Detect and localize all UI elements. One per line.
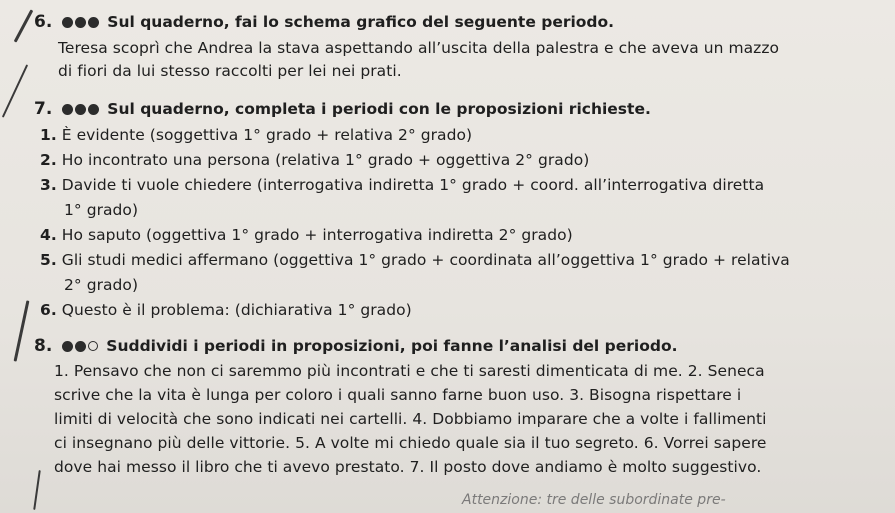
exercise-7-item-3-cont: 1° grado) — [64, 201, 139, 219]
exercise-8-text-line: limiti di velocità che sono indicati nei cartelli. 4. Dobbiamo imparare che a volte i fallimenti — [54, 410, 767, 428]
exercise-number: 7. — [34, 99, 53, 119]
exercise-7-item-4: 4. Ho saputo (oggettiva 1° grado + interrogativa indiretta 2° grado) — [40, 226, 573, 244]
pencil-mark — [33, 470, 41, 510]
pencil-mark — [2, 64, 28, 117]
exercise-8-text-line: ci insegnano più delle vittorie. 5. A volte mi chiedo quale sia il tuo segreto. 6. Vorrei sapere — [54, 434, 767, 452]
exercise-instruction: Suddividi i periodi in proposizioni, poi fanne l’analisi del periodo. — [106, 337, 678, 355]
exercise-7-item-1: 1. È evidente (soggettiva 1° grado + relativa 2° grado) — [40, 126, 473, 144]
exercise-number: 6. — [34, 12, 53, 32]
exercise-7-item-5: 5. Gli studi medici affermano (oggettiva 1° grado + coordinata all’oggettiva 1° grado + relativa — [40, 251, 790, 269]
exercise-6-text-line: di fiori da lui stesso raccolti per lei nei prati. — [58, 62, 402, 80]
pencil-mark — [14, 9, 34, 42]
exercise-number: 8. — [34, 336, 53, 356]
exercise-8-heading — [34, 336, 678, 356]
exercise-6-heading — [34, 12, 614, 32]
difficulty-dots-icon — [62, 17, 99, 28]
exercise-instruction: Sul quaderno, completa i periodi con le proposizioni richieste. — [107, 100, 651, 118]
footer-note: Attenzione: tre delle subordinate pre- — [462, 492, 726, 508]
difficulty-dots-icon — [62, 341, 98, 352]
exercise-8-text-line: scrive che la vita è lunga per coloro i quali sanno farne buon uso. 3. Bisogna rispettare i — [54, 386, 742, 404]
exercise-7-item-6: 6. Questo è il problema: (dichiarativa 1° grado) — [40, 301, 412, 319]
exercise-8-text-line: 1. Pensavo che non ci saremmo più incontrati e che ti saresti dimenticata di me. 2. Seneca — [54, 362, 765, 380]
exercise-7-item-3: 3. Davide ti vuole chiedere (interrogativa indiretta 1° grado + coord. all’interrogativa diretta — [40, 176, 765, 194]
difficulty-dots-icon — [62, 104, 99, 115]
exercise-instruction: Sul quaderno, fai lo schema grafico del seguente periodo. — [107, 13, 615, 31]
exercise-7-item-5-cont: 2° grado) — [64, 276, 139, 294]
exercise-6-text-line: Teresa scoprì che Andrea la stava aspettando all’uscita della palestra e che aveva un mazzo — [58, 39, 780, 57]
exercise-7-heading — [34, 99, 651, 119]
exercise-7-item-2: 2. Ho incontrato una persona (relativa 1° grado + oggettiva 2° grado) — [40, 151, 590, 169]
pencil-mark — [14, 300, 30, 361]
exercise-8-text-line: dove hai messo il libro che ti avevo prestato. 7. Il posto dove andiamo è molto suggestivo. — [54, 458, 762, 476]
